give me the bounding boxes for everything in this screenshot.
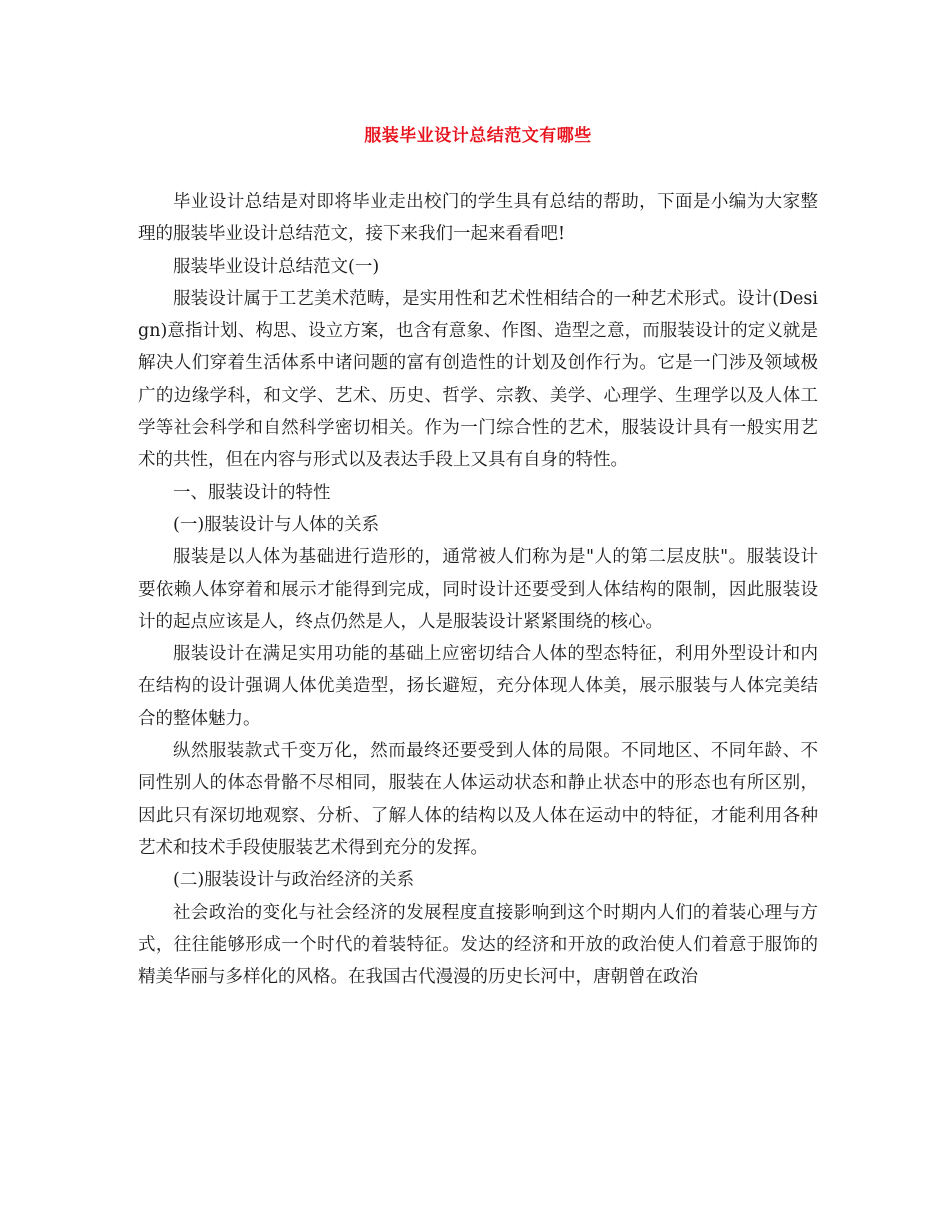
- paragraph-second-skin: 服装是以人体为基础进行造形的，通常被人们称为是"人的第二层皮肤"。服装设计要依赖人体穿着和展示才能得到完成，同时设计还要受到人体结构的限制，因此服装设计的起点应该是人，终点仍然是人，人是服装设计紧紧围绕的核心。: [138, 547, 818, 632]
- paragraph-politics-economy: 社会政治的变化与社会经济的发展程度直接影响到这个时期内人们的着装心理与方式，往往能够形成一个时代的着装特征。发达的经济和开放的政治使人们着意于服饰的精美华丽与多样化的风格。在我国古代漫漫的历史长河中，唐朝曾在政治: [138, 902, 818, 988]
- paragraph-body-limits: 纵然服装款式千变万化，然而最终还要受到人体的局限。不同地区、不同年龄、不同性别人的体态骨骼不尽相同，服装在人体运动状态和静止状态中的形态也有所区别，因此只有深切地观察、分析、了解人体的结构以及人体在运动中的特征，才能利用各种艺术和技术手段使服装艺术得到充分的发挥。: [138, 741, 818, 858]
- document-title: 服装毕业设计总结范文有哪些: [364, 126, 592, 146]
- paragraph-design-definition: 服装设计属于工艺美术范畴，是实用性和艺术性相结合的一种艺术形式。设计(Design)意指计划、构思、设立方案，也含有意象、作图、造型之意，而服装设计的定义就是解决人们穿着生活体系中诸问题的富有创造性的计划及创作行为。它是一门涉及领域极广的边缘学科，和文学、艺术、历史、哲学、宗教、美学、心理学、生理学以及人体工学等社会科学和自然科学密切相关。作为一门综合性的艺术，服装设计具有一般实用艺术的共性，但在内容与形式以及表达手段上又具有自身的特性。: [138, 288, 818, 471]
- section-heading-characteristics: 一、服装设计的特性: [173, 482, 331, 503]
- paragraph-body-form: 服装设计在满足实用功能的基础上应密切结合人体的型态特征，利用外型设计和内在结构的设计强调人体优美造型，扬长避短，充分体现人体美，展示服装与人体完美结合的整体魅力。: [138, 644, 818, 729]
- paragraph-intro: 毕业设计总结是对即将毕业走出校门的学生具有总结的帮助，下面是小编为大家整理的服装毕业设计总结范文，接下来我们一起来看看吧!: [138, 192, 818, 245]
- document-page: [138, 118, 818, 993]
- section-heading-sample-1: 服装毕业设计总结范文(一): [173, 256, 380, 277]
- subsection-heading-politics-economy: (二)服装设计与政治经济的关系: [173, 870, 415, 891]
- subsection-heading-body-relation: (一)服装设计与人体的关系: [173, 514, 380, 535]
- document-body: [138, 186, 818, 993]
